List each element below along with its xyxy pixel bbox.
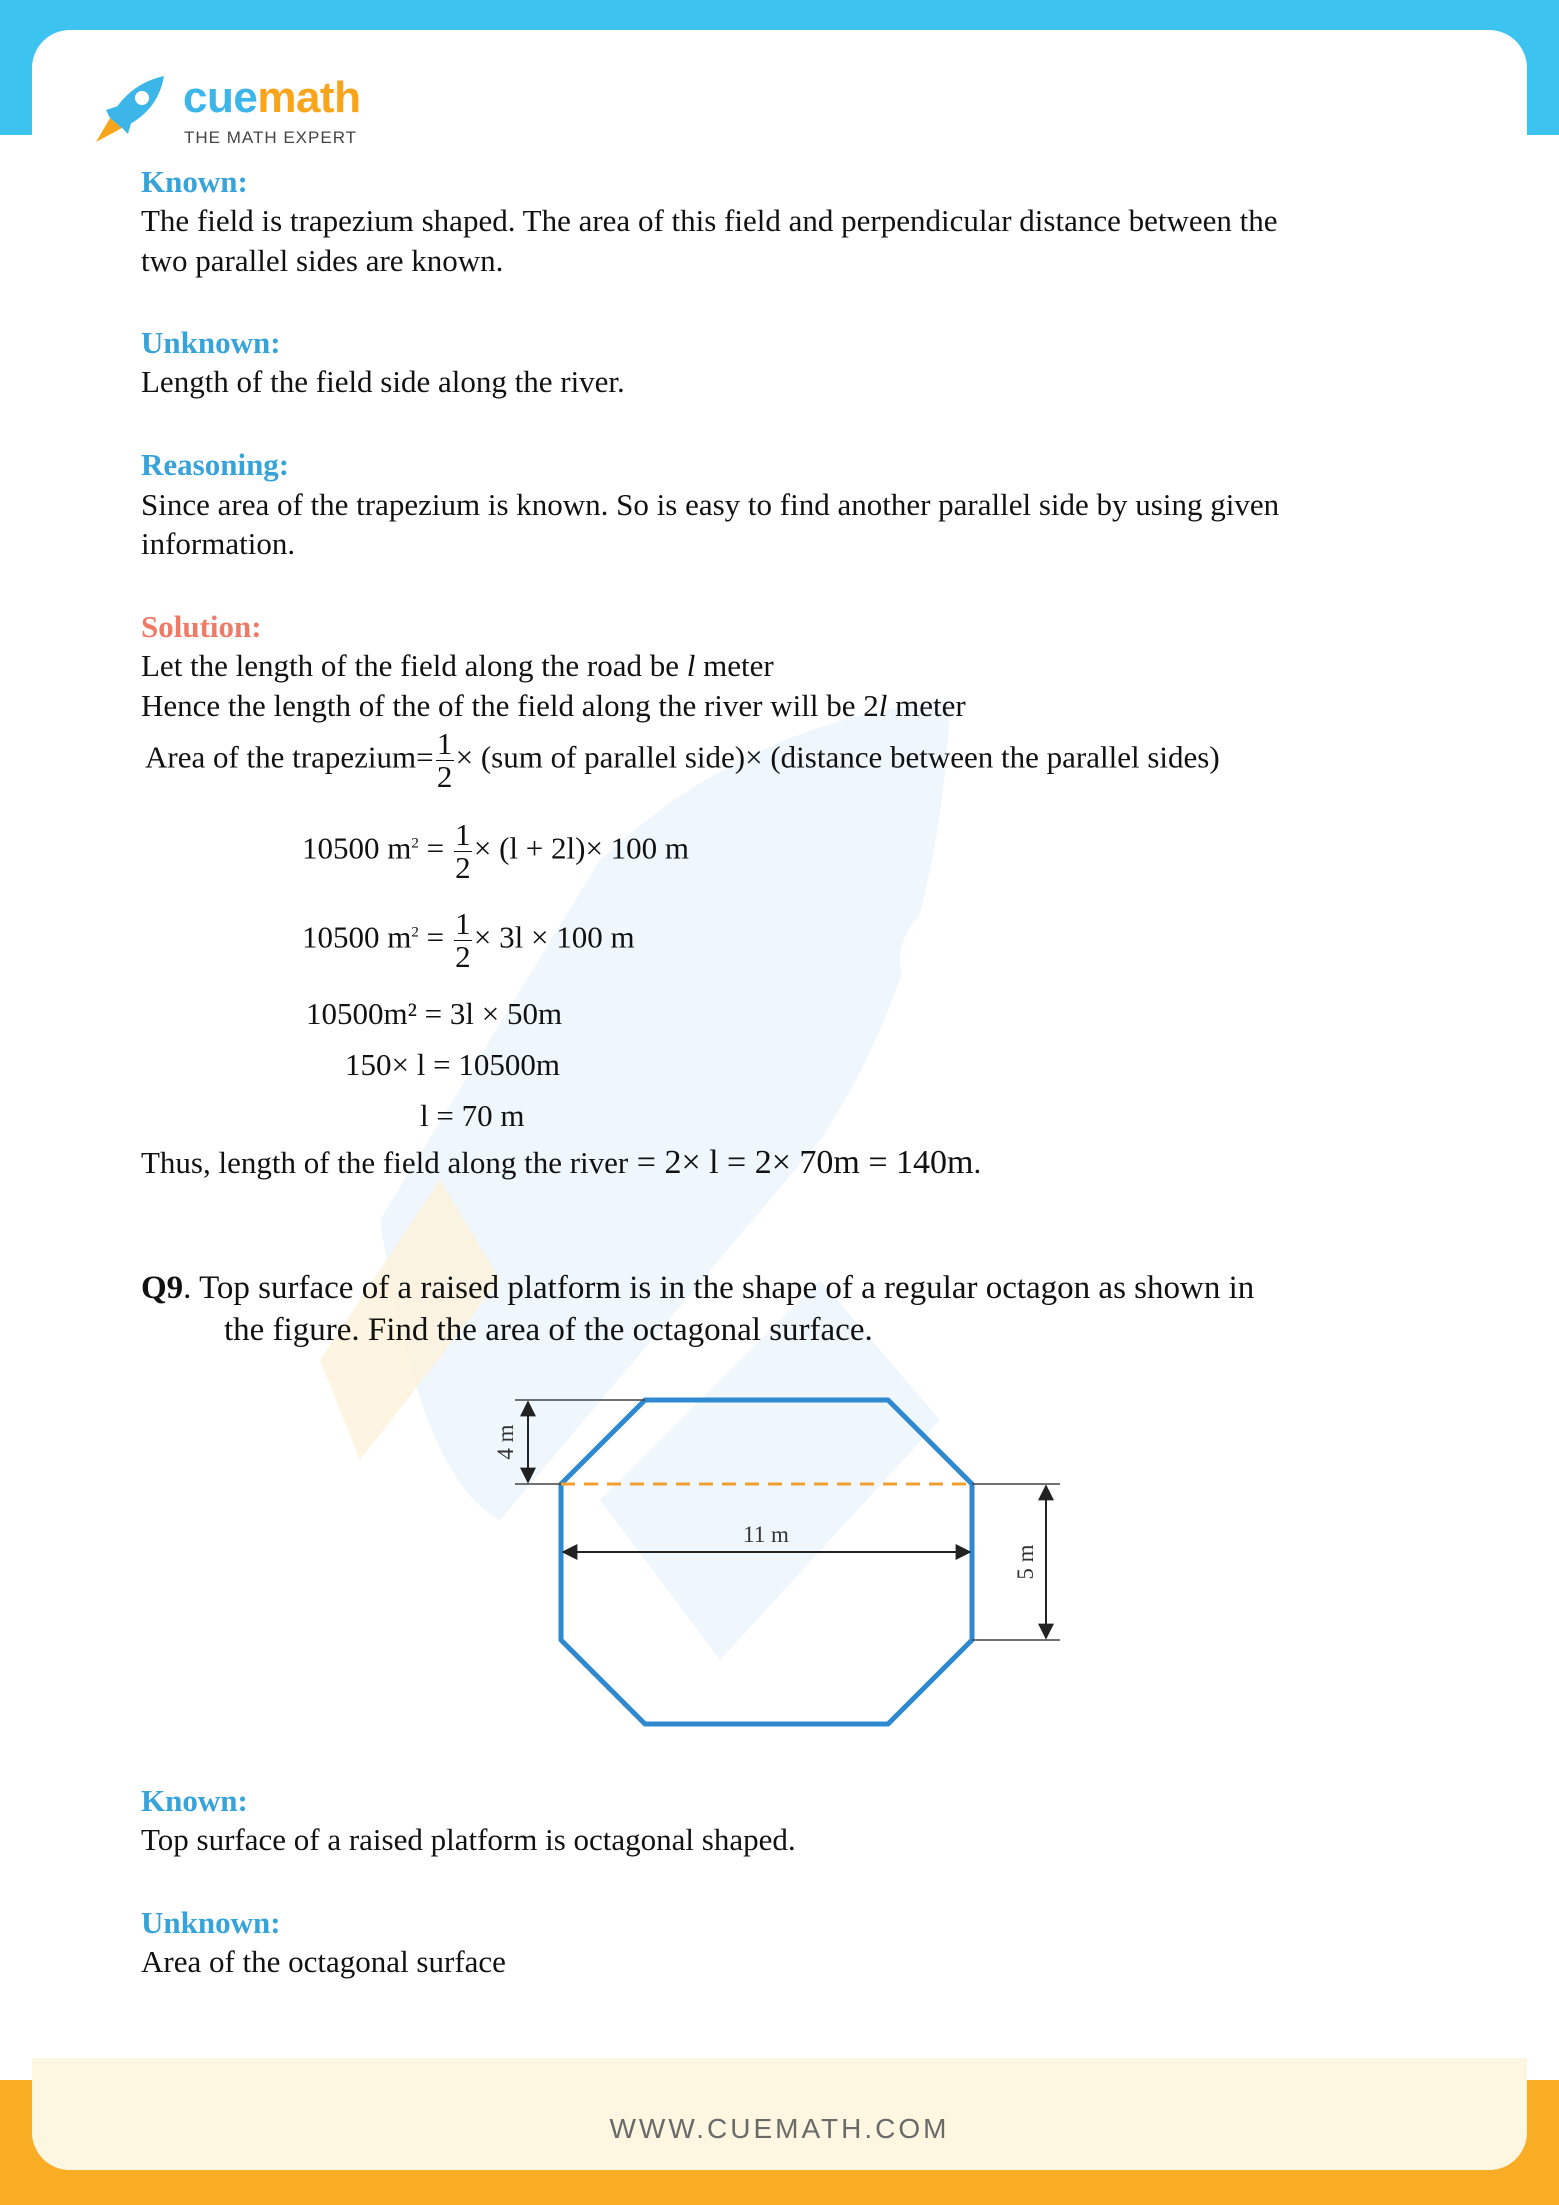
fraction-numerator: 1	[455, 906, 471, 941]
brand-name-cue: cue	[183, 73, 258, 122]
fraction-numerator: 1	[455, 817, 471, 852]
solution-line-1-text: Let the length of the field along the road be	[141, 648, 687, 683]
fraction-half	[454, 819, 472, 884]
solution-heading: Solution:	[141, 609, 262, 644]
fraction-half	[436, 728, 454, 793]
q9-unknown-text: Area of the octagonal surface	[141, 1944, 506, 1979]
conclusion-end: .	[973, 1145, 982, 1180]
formula-lhs: Area of the trapezium=	[145, 739, 434, 775]
conclusion-text: Thus, length of the field along the river	[141, 1145, 629, 1180]
known-text-line-1: The field is trapezium shaped. The area of this field and perpendicular distance between the	[141, 203, 1278, 238]
fraction-numerator: 1	[436, 726, 453, 761]
reasoning-text-line-1: Since area of the trapezium is known. So is easy to find another parallel side by using given	[141, 487, 1280, 522]
trapezium-area-formula	[145, 728, 1220, 793]
solution-line-2-unit: meter	[887, 688, 966, 723]
equation-step-5: l = 70 m	[420, 1098, 525, 1133]
equation-step-4: 150× l = 10500m	[345, 1047, 560, 1082]
octagon-shape	[561, 1400, 972, 1724]
solution-line-1	[141, 646, 774, 686]
equation-step-1: 10500 $m^2$ = $\frac{1}{2}$ × (l + 2l)× 100 m	[302, 817, 690, 885]
known-heading: Known:	[141, 164, 248, 199]
label-4m: 4 m	[493, 1424, 518, 1460]
brand-name-math: math	[257, 73, 361, 122]
q9-known-text: Top surface of a raised platform is octagonal shaped.	[141, 1822, 796, 1857]
fraction-denominator: 2	[455, 939, 471, 974]
equation-step-3: 10500m² = 3l × 50m	[306, 996, 563, 1031]
fraction-half	[454, 908, 472, 973]
unknown-heading: Unknown:	[141, 325, 281, 360]
brand-tagline: THE MATH EXPERT	[184, 128, 358, 147]
solution-line-2-text: Hence the length of the of the field along the river will be 2	[141, 688, 879, 723]
solution-line-2	[141, 686, 966, 726]
known-text-line-2: two parallel sides are known.	[141, 243, 504, 278]
conclusion	[141, 1143, 981, 1183]
solution-line-1-unit: meter	[695, 648, 774, 683]
q9-unknown-heading: Unknown:	[141, 1905, 281, 1940]
rocket-logo-icon	[88, 70, 168, 150]
footer-url[interactable]: WWW.CUEMATH.COM	[609, 2113, 950, 2144]
step-1-lhs: 10500 m	[302, 830, 412, 866]
conclusion-math: = 2× l = 2× 70m = 140m	[628, 1144, 974, 1181]
equation-step-2: 10500 $m^2$ = $\frac{1}{2}$ × 3l × 100 m	[302, 906, 635, 974]
question-9-text-1: . Top surface of a raised platform is in the shape of a regular octagon as shown in	[183, 1270, 1255, 1306]
question-9	[141, 1267, 1254, 1351]
q9-known-heading: Known:	[141, 1783, 248, 1818]
fraction-denominator: 2	[455, 850, 471, 885]
question-9-line-2: the figure. Find the area of the octagonal surface.	[224, 1312, 873, 1348]
fraction-denominator: 2	[436, 759, 453, 794]
variable-l: l	[878, 688, 888, 723]
label-11m: 11 m	[743, 1522, 789, 1547]
label-5m: 5 m	[1013, 1544, 1038, 1580]
cuemath-logo	[88, 70, 388, 160]
question-9-line-1	[141, 1267, 1254, 1309]
octagon-figure	[480, 1380, 1100, 1740]
step-2-rhs: × 3l × 100 m	[473, 919, 635, 955]
brand-name	[183, 73, 360, 123]
step-2-lhs: 10500 m	[302, 919, 412, 955]
reasoning-text-line-2: information.	[141, 526, 296, 561]
variable-l: l	[686, 648, 696, 683]
question-number: Q9	[141, 1270, 184, 1306]
reasoning-heading: Reasoning:	[141, 447, 290, 482]
step-1-rhs: × (l + 2l)× 100 m	[473, 830, 690, 866]
unknown-text: Length of the field side along the river.	[141, 364, 625, 399]
formula-rhs: × (sum of parallel side)× (distance between the parallel sides)	[455, 739, 1220, 775]
